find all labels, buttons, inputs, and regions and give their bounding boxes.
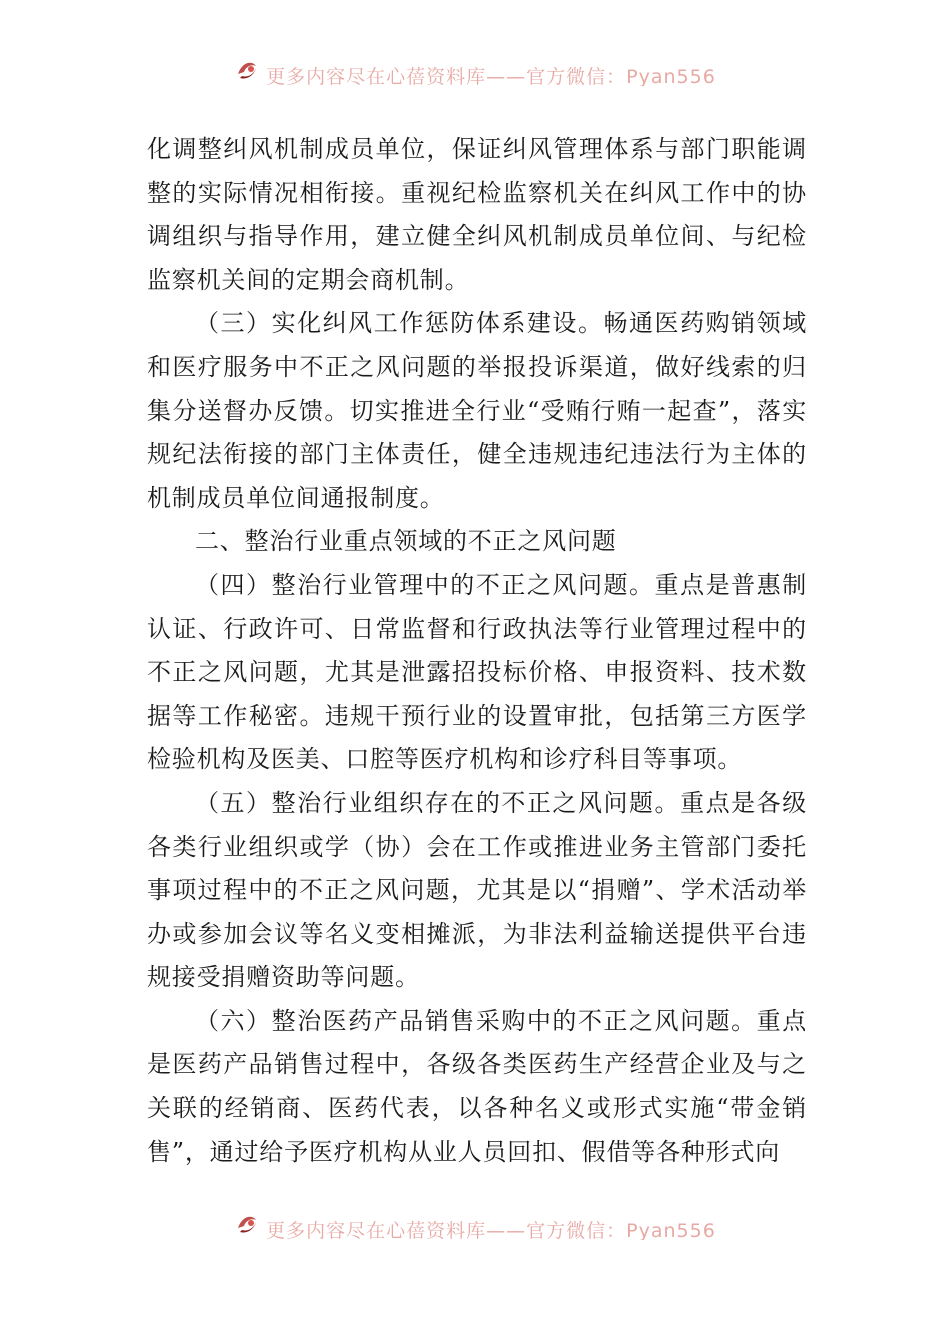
watermark-text: 更多内容尽在心蓓资料库——官方微信：Pyan556: [266, 65, 716, 86]
paragraph-item-6: （六）整治医药产品销售采购中的不正之风问题。重点是医药产品销售过程中，各级各类医药生产经营企业及与之关联的经销商、医药代表，以各种名义或形式实施“带金销售”，通过给予医疗机构从业人员回扣、假借等各种形式向: [147, 1006, 807, 1166]
watermark-logo-icon: [234, 1210, 260, 1236]
watermark-text: 更多内容尽在心蓓资料库——官方微信：Pyan556: [266, 1219, 716, 1240]
section-heading-2: 二、整治行业重点领域的不正之风问题: [195, 527, 617, 556]
paragraph-item-5: （五）整治行业组织存在的不正之风问题。重点是各级各类行业组织或学（协）会在工作或推进业务主管部门委托事项过程中的不正之风问题，尤其是以“捐赠”、学术活动举办或参加会议等名义变相摊派，为非法利益输送提供平台违规接受捐赠资助等问题。: [147, 788, 807, 992]
header-watermark: [0, 52, 950, 86]
paragraph-continuation: 化调整纠风机制成员单位，保证纠风管理体系与部门职能调整的实际情况相衔接。重视纪检监察机关在纠风工作中的协调组织与指导作用，建立健全纠风机制成员单位间、与纪检监察机关间的定期会商机制。: [147, 135, 807, 294]
paragraph-item-4: （四）整治行业管理中的不正之风问题。重点是普惠制认证、行政许可、日常监督和行政执法等行业管理过程中的不正之风问题，尤其是泄露招投标价格、申报资料、技术数据等工作秘密。违规干预行业的设置审批，包括第三方医学检验机构及医美、口腔等医疗机构和诊疗科目等事项。: [147, 570, 807, 774]
footer-watermark: [0, 1206, 950, 1240]
paragraph-item-3: （三）实化纠风工作惩防体系建设。畅通医药购销领域和医疗服务中不正之风问题的举报投诉渠道，做好线索的归集分送督办反馈。切实推进全行业“受贿行贿一起查”，落实规纪法衔接的部门主体责任，健全违规违纪违法行为主体的机制成员单位间通报制度。: [147, 309, 807, 512]
watermark-logo-icon: [234, 56, 260, 82]
document-body: [147, 128, 807, 1174]
